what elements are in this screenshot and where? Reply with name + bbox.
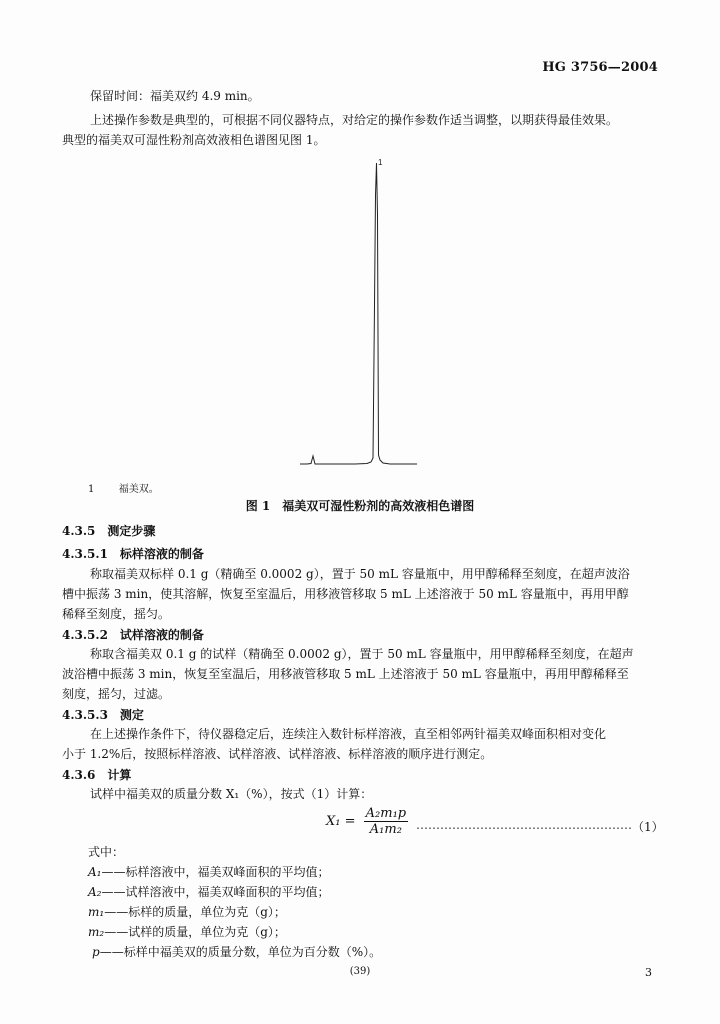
section-4-3-6-title: 4.3.6 计算 [62,768,132,782]
definition-symbol: A₁ [88,865,102,879]
section-4-3-5-1-line-3: 稀释至刻度，摇匀。 [62,607,171,621]
definition-symbol: A₂ [88,885,102,899]
definition-text: ——标样的质量，单位为克（g）； [104,905,286,919]
definition-symbol: m₁ [88,905,105,919]
figure-legend [88,480,159,495]
formula-leader-dots: ……………………………………………… [416,818,632,832]
section-4-3-5-3-line-2: 小于 1.2%后，按照标样溶液、试样溶液、试样溶液、标样溶液的顺序进行测定。 [62,747,493,761]
section-4-3-5-title: 4.3.5 测定步骤 [62,524,156,538]
where-label: 式中： [88,845,125,859]
footer-center: (39) [349,966,371,977]
retention-time-text: 保留时间：福美双约 4.9 min。 [90,89,260,103]
definition-symbol: p [92,945,100,959]
note-line-1: 上述操作参数是典型的，可根据不同仪器特点，对给定的操作参数作适当调整，以期获得最佳效果。 [90,113,619,127]
formula-denominator: A₁m₂ [369,822,402,837]
definition-text: ——试样溶液中，福美双峰面积的平均值； [101,885,330,899]
section-4-3-5-1-line-1: 称取福美双标样 0.1 g（精确至 0.0002 g），置于 50 mL 容量瓶中，用甲醇稀释至刻度，在超声波浴 [90,567,630,581]
standard-number: HG 3756—2004 [542,60,658,75]
section-4-3-5-2-line-1: 称取含福美双 0.1 g 的试样（精确至 0.0002 g），置于 50 mL 容量瓶中，用甲醇稀释至刻度，在超声 [90,647,634,661]
definition-symbol: m₂ [88,925,105,939]
chromatogram [295,155,425,478]
legend-number: 1 [88,484,95,495]
definition-m1 [88,902,286,922]
legend-text: 福美双。 [118,484,159,495]
definition-p [92,942,381,962]
definition-a1 [88,862,330,882]
section-4-3-5-1-title: 4.3.5.1 标样溶液的制备 [62,547,204,561]
formula-lhs: X₁ = [326,814,356,829]
peak-label: 1 [378,158,383,167]
definition-text: ——标样中福美双的质量分数，单位为百分数（%）。 [99,945,382,959]
section-4-3-5-3-line-1: 在上述操作条件下，待仪器稳定后，连续注入数针标样溶液，直至相邻两针福美双峰面积相对变化 [90,727,607,741]
formula-fraction [364,806,408,837]
section-4-3-5-3-title: 4.3.5.3 测定 [62,708,144,722]
definition-text: ——标样溶液中，福美双峰面积的平均值； [101,865,330,879]
section-4-3-5-2-title: 4.3.5.2 试样溶液的制备 [62,628,204,642]
note-line-2: 典型的福美双可湿性粉剂高效液相色谱图见图 1。 [62,133,326,147]
formula-numerator: A₂m₁p [365,806,407,821]
formula-number: （1） [632,820,664,834]
definition-a2 [88,882,330,902]
definition-text: ——试样的质量，单位为克（g）； [104,925,286,939]
page-number: 3 [645,966,652,979]
section-4-3-5-1-line-2: 槽中振荡 3 min，使其溶解，恢复至室温后，用移液管移取 5 mL 上述溶液于 50 mL 容量瓶中，再用甲醇 [62,587,629,601]
formula-1 [326,806,408,837]
figure-caption: 图 1 福美双可湿性粉剂的高效液相色谱图 [245,499,475,513]
chromatogram-trace [300,163,417,464]
definition-m2 [88,922,286,942]
chromatogram-figure [295,155,425,475]
section-4-3-5-2-line-2: 波浴槽中振荡 3 min，恢复至室温后，用移液管移取 5 mL 上述溶液于 50 mL 容量瓶中，再用甲醇稀释至 [62,667,629,681]
section-4-3-6-line-1: 试样中福美双的质量分数 X₁（%），按式（1）计算： [90,787,373,801]
section-4-3-5-2-line-3: 刻度，摇匀，过滤。 [62,687,171,701]
